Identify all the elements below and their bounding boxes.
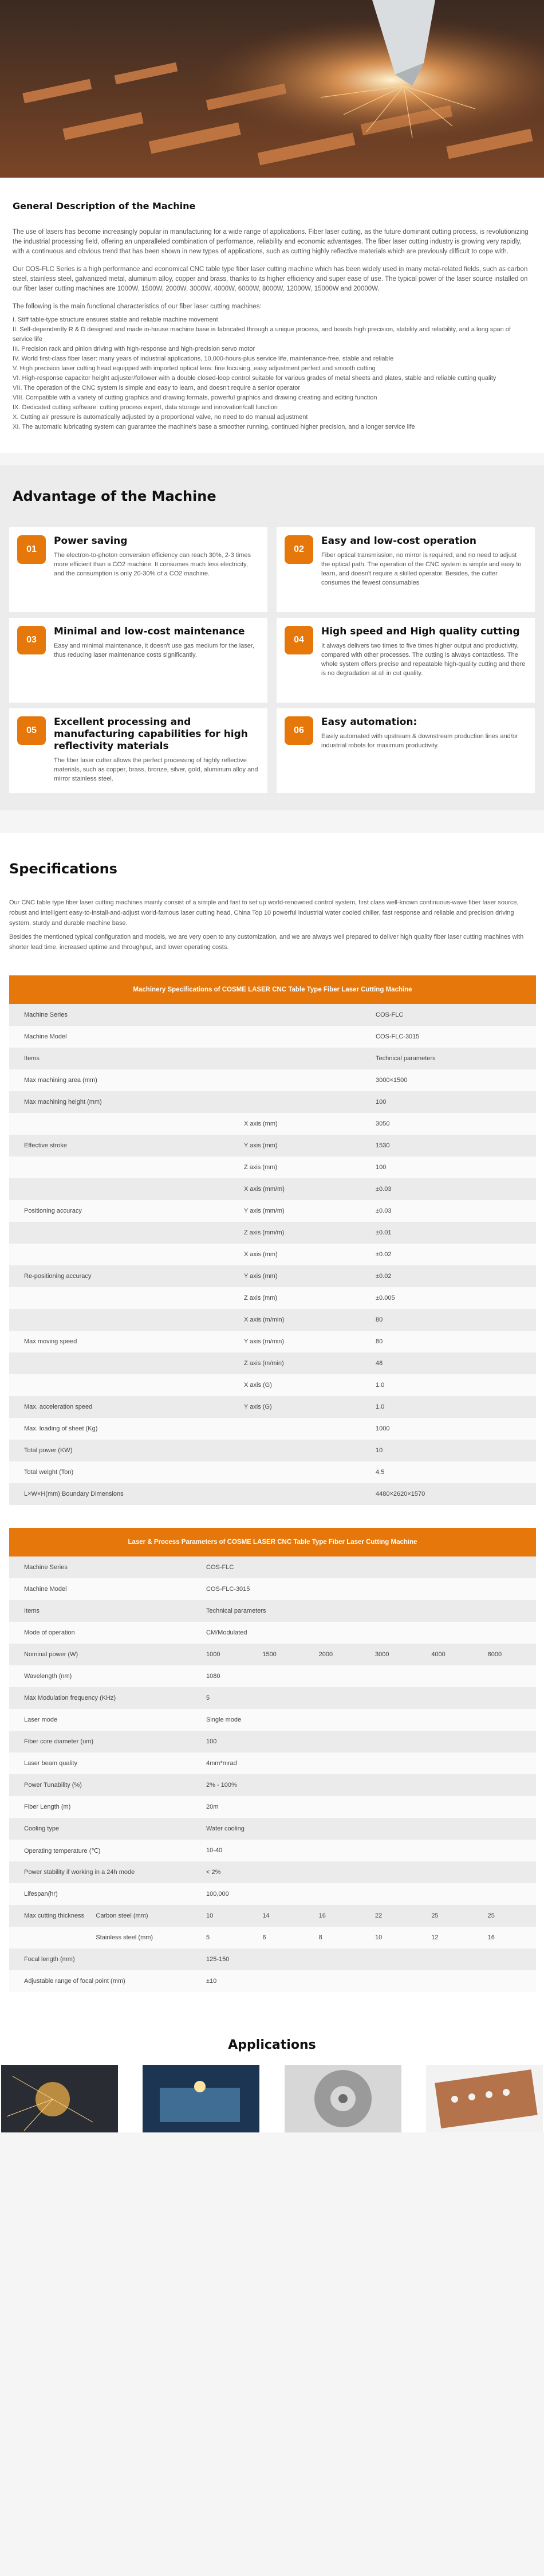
param-label: Machine Model bbox=[9, 1578, 198, 1600]
spec-label: Positioning accuracy bbox=[9, 1200, 229, 1222]
spec-label: Re-positioning accuracy bbox=[9, 1265, 229, 1287]
feature-item: VII. The operation of the CNC system is simple and easy to learn, and doesn't require a senior operator bbox=[13, 385, 301, 391]
param-value: 14 bbox=[254, 1905, 310, 1927]
param-label: Cooling type bbox=[9, 1818, 198, 1840]
table-row bbox=[9, 1883, 536, 1905]
table-row bbox=[9, 1861, 536, 1883]
advantage-card bbox=[9, 618, 267, 703]
table-row bbox=[9, 1840, 536, 1861]
spec-label: Total power (KW) bbox=[9, 1440, 229, 1461]
general-paragraph-2: Our COS-FLC Series is a high performance and economical CNC table type fiber laser cutting machine which has been widely used in many metal-related fields, such as carbon steel, stainless steel, galvanized metal, aluminum alloy, copper and brass, thanks to its higher efficiency and super ease of use. The typical power of the laser source installed on our fiber laser cutting machines are 1000W, 1500W, 2000W, 3000W, 4000W, 6000W, 8000W, 12000W, 15000W and 20000W. bbox=[13, 266, 528, 292]
table-row bbox=[9, 1374, 536, 1396]
table-row bbox=[9, 1331, 536, 1352]
param-label: Power stability if working in a 24h mode bbox=[9, 1861, 198, 1883]
spec-label bbox=[9, 1287, 229, 1309]
application-image bbox=[426, 2065, 543, 2132]
spec-value: 4.5 bbox=[361, 1461, 536, 1483]
card-title: Easy automation: bbox=[321, 716, 417, 728]
table-row bbox=[9, 1461, 536, 1483]
spec-label bbox=[9, 1156, 229, 1178]
spec-value: 10 bbox=[361, 1440, 536, 1461]
param-value: 5 bbox=[198, 1927, 254, 1948]
feature-item: V. High precision laser cutting head equipped with imported optical lens: fine focusing, easy adjustment perfect and smooth cutting bbox=[13, 365, 376, 372]
machinery-spec-table bbox=[9, 975, 536, 1505]
feature-item: XI. The automatic lubricating system can guarantee the machine's base a smoother running, continued higher precision, and a longer service life bbox=[13, 424, 415, 430]
card-text: Easy and minimal maintenance, it doesn't use gas medium for the laser, thus reducing laser maintenance costs significantly. bbox=[54, 642, 255, 658]
table-header: Machinery Specifications of COSME LASER CNC Table Type Fiber Laser Cutting Machine bbox=[9, 975, 536, 1004]
param-value: 22 bbox=[367, 1905, 423, 1927]
table-row bbox=[9, 1927, 536, 1948]
param-label: Laser mode bbox=[9, 1709, 198, 1731]
spec-label bbox=[9, 1374, 229, 1396]
card-text: Fiber optical transmission, no mirror is required, and no need to adjust the optical path. The operation of the CNC system is simple and easy to learn, and doesn't require a skilled operator. Besides, the cutter consumes the fewest consumables bbox=[321, 552, 522, 586]
feature-item: III. Precision rack and pinion driving with high-response and high-precision servo motor bbox=[13, 346, 255, 352]
param-label: Lifespan(hr) bbox=[9, 1883, 198, 1905]
spec-value: 100 bbox=[361, 1156, 536, 1178]
param-label: Max Modulation frequency (KHz) bbox=[9, 1687, 198, 1709]
table-row bbox=[9, 1156, 536, 1178]
spec-sublabel: Y axis (mm/m) bbox=[229, 1200, 361, 1222]
table-row bbox=[9, 1556, 536, 1578]
table-row bbox=[9, 1352, 536, 1374]
card-text: Easily automated with upstream & downstream production lines and/or industrial robots for maximum productivity. bbox=[321, 733, 518, 749]
spec-value: ±0.01 bbox=[361, 1222, 536, 1244]
table-row bbox=[9, 1178, 536, 1200]
param-sublabel: Carbon steel (mm) bbox=[90, 1905, 198, 1927]
spec-sublabel bbox=[229, 1048, 361, 1069]
spec-sublabel bbox=[229, 1461, 361, 1483]
feature-item: IX. Dedicated cutting software: cutting process expert, data storage and innovation/call function bbox=[13, 404, 278, 411]
spec-label bbox=[9, 1244, 229, 1265]
card-number: 01 bbox=[17, 535, 46, 564]
spec-label: Machine Series bbox=[9, 1004, 229, 1026]
param-value: Technical parameters bbox=[198, 1600, 536, 1622]
param-value: ±10 bbox=[198, 1970, 536, 1992]
card-number: 03 bbox=[17, 626, 46, 654]
spec-sublabel: Z axis (mm/m) bbox=[229, 1222, 361, 1244]
spec-label bbox=[9, 1113, 229, 1135]
spec-value: Technical parameters bbox=[361, 1048, 536, 1069]
param-label bbox=[9, 1927, 90, 1948]
spec-label: Max machining height (mm) bbox=[9, 1091, 229, 1113]
application-image bbox=[143, 2065, 259, 2132]
table-row bbox=[9, 1244, 536, 1265]
table-row bbox=[9, 1752, 536, 1774]
spec-sublabel: Y axis (mm) bbox=[229, 1135, 361, 1156]
feature-item: VI. High-response capacitor height adjuster/follower with a double closed-loop control suitable for various grades of metal sheets and plates, stable and reliable cutting quality bbox=[13, 375, 496, 382]
applications-gallery bbox=[0, 2065, 544, 2132]
table-row bbox=[9, 1796, 536, 1818]
table-row bbox=[9, 1905, 536, 1927]
spec-sublabel: Y axis (G) bbox=[229, 1396, 361, 1418]
table-row bbox=[9, 1440, 536, 1461]
spec-label: Total weight (Ton) bbox=[9, 1461, 229, 1483]
spec-sublabel: Z axis (m/min) bbox=[229, 1352, 361, 1374]
advantage-section bbox=[0, 465, 544, 810]
spec-sublabel: X axis (mm) bbox=[229, 1244, 361, 1265]
param-value: COS-FLC bbox=[198, 1556, 536, 1578]
param-value: 2% - 100% bbox=[198, 1774, 536, 1796]
param-value: 20m bbox=[198, 1796, 536, 1818]
param-value: Single mode bbox=[198, 1709, 536, 1731]
spec-label bbox=[9, 1222, 229, 1244]
spec-label: Machine Model bbox=[9, 1026, 229, 1048]
param-value: 5 bbox=[198, 1687, 536, 1709]
general-paragraph-1: The use of lasers has become increasingly popular in manufacturing for a wide range of applications. Fiber laser cutting, as the future dominant cutting process, is revolutionizing the industrial processing field, offering an unparalleled combination of performance, reliability and economic advantages. The fiber laser cutting industry is growing very rapidly, with a continuous and obvious trend that has been shown in new types of applications, such as cutting highly reflective materials which are previously difficult to cope with. bbox=[13, 229, 529, 255]
spec-sublabel bbox=[229, 1418, 361, 1440]
feature-item: VIII. Compatible with a variety of cutting graphics and drawing formats, powerful graphics and drawing creating and editing function bbox=[13, 394, 377, 401]
param-value: 10 bbox=[198, 1905, 254, 1927]
table-row bbox=[9, 1818, 536, 1840]
param-label: Machine Series bbox=[9, 1556, 198, 1578]
spec-sublabel bbox=[229, 1026, 361, 1048]
spec-value: COS-FLC-3015 bbox=[361, 1026, 536, 1048]
applications-section bbox=[0, 2009, 544, 2132]
param-value: 4mm*mrad bbox=[198, 1752, 536, 1774]
param-label: Nominal power (W) bbox=[9, 1644, 198, 1665]
spec-sublabel: Z axis (mm) bbox=[229, 1287, 361, 1309]
param-value: 25 bbox=[423, 1905, 479, 1927]
spec-value: ±0.02 bbox=[361, 1265, 536, 1287]
advantage-card bbox=[277, 618, 535, 703]
param-value: 25 bbox=[480, 1905, 536, 1927]
card-number: 02 bbox=[285, 535, 313, 564]
param-value: 10 bbox=[367, 1927, 423, 1948]
table-row bbox=[9, 1069, 536, 1091]
spec-sublabel: X axis (m/min) bbox=[229, 1309, 361, 1331]
param-value: Water cooling bbox=[198, 1818, 536, 1840]
spec-label: L×W×H(mm) Boundary Dimensions bbox=[9, 1483, 229, 1505]
param-label: Max cutting thickness bbox=[9, 1905, 90, 1927]
table-row bbox=[9, 1600, 536, 1622]
param-value: 16 bbox=[311, 1905, 367, 1927]
spec-value: 4480×2620×1570 bbox=[361, 1483, 536, 1505]
spec-value: COS-FLC bbox=[361, 1004, 536, 1026]
general-paragraph-3: The following is the main functional characteristics of our fiber laser cutting machines: bbox=[13, 303, 262, 310]
spec-label: Max. loading of sheet (Kg) bbox=[9, 1418, 229, 1440]
param-value: 4000 bbox=[423, 1644, 479, 1665]
card-text: It always delivers two times to five times higher output and productivity, compared with other processes. The cutting is always contactless. The whole system offers precise and repeatable high-quality cutting and there is no degradation at all in cut quality. bbox=[321, 642, 526, 677]
applications-title: Applications bbox=[228, 2038, 316, 2052]
spec-label: Max moving speed bbox=[9, 1331, 229, 1352]
table-row bbox=[9, 1048, 536, 1069]
spec-sublabel: X axis (G) bbox=[229, 1374, 361, 1396]
param-value: 100 bbox=[198, 1731, 536, 1752]
spec-value: 100 bbox=[361, 1091, 536, 1113]
table-row bbox=[9, 1200, 536, 1222]
card-title: Excellent processing and manufacturing capabilities for high reflectivity materials bbox=[54, 716, 248, 752]
spec-sublabel bbox=[229, 1069, 361, 1091]
table-row bbox=[9, 1418, 536, 1440]
application-image bbox=[285, 2065, 401, 2132]
param-label: Laser beam quality bbox=[9, 1752, 198, 1774]
advantage-card bbox=[277, 708, 535, 793]
spec-sublabel bbox=[229, 1483, 361, 1505]
card-title: Minimal and low-cost maintenance bbox=[54, 626, 245, 637]
param-label: Mode of operation bbox=[9, 1622, 198, 1644]
spec-sublabel: Y axis (mm) bbox=[229, 1265, 361, 1287]
table-row bbox=[9, 1287, 536, 1309]
table-row bbox=[9, 1004, 536, 1026]
spec-label bbox=[9, 1309, 229, 1331]
param-value: 125-150 bbox=[198, 1948, 536, 1970]
spec-value: ±0.03 bbox=[361, 1178, 536, 1200]
table-row bbox=[9, 1091, 536, 1113]
card-number: 05 bbox=[17, 716, 46, 745]
table-row bbox=[9, 1396, 536, 1418]
param-label: Focal length (mm) bbox=[9, 1948, 198, 1970]
advantage-card bbox=[9, 527, 267, 612]
spec-sublabel: X axis (mm/m) bbox=[229, 1178, 361, 1200]
card-text: The electron-to-photon conversion efficiency can reach 30%, 2-3 times more efficient than a CO2 machine. It consumes much less electricity, and the consumption is only 20-30% of a CO2 machine. bbox=[54, 552, 251, 577]
card-title: Easy and low-cost operation bbox=[321, 535, 477, 547]
specs-paragraph-2: Besides the mentioned typical configuration and models, we are very open to any customization, and we are always well prepared to deliver high quality fiber laser cutting machines with shorter lead time, increased uptime and throughput, and lower operating costs. bbox=[9, 934, 524, 951]
spec-value: ±0.03 bbox=[361, 1200, 536, 1222]
table-row bbox=[9, 1731, 536, 1752]
param-label: Power Tunability (%) bbox=[9, 1774, 198, 1796]
param-value: 16 bbox=[480, 1927, 536, 1948]
general-title: General Description of the Machine bbox=[13, 201, 196, 211]
param-label: Adjustable range of focal point (mm) bbox=[9, 1970, 198, 1992]
param-value: 2000 bbox=[311, 1644, 367, 1665]
card-number: 04 bbox=[285, 626, 313, 654]
param-value: CM/Modulated bbox=[198, 1622, 536, 1644]
table-row bbox=[9, 1644, 536, 1665]
table-header: Laser & Process Parameters of COSME LASER CNC Table Type Fiber Laser Cutting Machine bbox=[9, 1528, 536, 1556]
card-text: The fiber laser cutter allows the perfect processing of highly reflective materials, such as copper, brass, bronze, silver, gold, aluminum alloy and mirror stainless steel. bbox=[54, 757, 258, 782]
spec-value: 1.0 bbox=[361, 1374, 536, 1396]
laser-cutting-photo bbox=[0, 0, 544, 178]
spec-value: 48 bbox=[361, 1352, 536, 1374]
param-value: 6 bbox=[254, 1927, 310, 1948]
param-value: 1080 bbox=[198, 1665, 536, 1687]
specifications-section bbox=[0, 833, 544, 2009]
feature-item: II. Self-dependently R & D designed and made in-house machine base is fabricated through a unique process, and boasts high precision, stability and reliability, and a long span of service life bbox=[13, 326, 511, 343]
table-row bbox=[9, 1970, 536, 1992]
table-row bbox=[9, 1665, 536, 1687]
spec-sublabel: Z axis (mm) bbox=[229, 1156, 361, 1178]
spec-label: Items bbox=[9, 1048, 229, 1069]
param-sublabel: Stainless steel (mm) bbox=[90, 1927, 198, 1948]
spec-value: 80 bbox=[361, 1331, 536, 1352]
hero-image bbox=[0, 0, 544, 178]
table-row bbox=[9, 1774, 536, 1796]
spec-label: Max machining area (mm) bbox=[9, 1069, 229, 1091]
feature-list bbox=[13, 315, 531, 432]
spec-value: ±0.005 bbox=[361, 1287, 536, 1309]
feature-item: I. Stiff table-type structure ensures stable and reliable machine movement bbox=[13, 316, 218, 323]
table-row bbox=[9, 1578, 536, 1600]
spec-value: 1.0 bbox=[361, 1396, 536, 1418]
spec-sublabel bbox=[229, 1004, 361, 1026]
param-label: Fiber Length (m) bbox=[9, 1796, 198, 1818]
laser-process-table bbox=[9, 1528, 536, 1992]
table-row bbox=[9, 1709, 536, 1731]
advantage-card bbox=[9, 708, 267, 793]
general-description-section bbox=[0, 178, 544, 453]
table-row bbox=[9, 1135, 536, 1156]
specs-paragraph-1: Our CNC table type fiber laser cutting machines mainly consist of a simple and fast to set up world-renowned control system, first class well-known continuous-wave fiber laser source, robust and intelligent easy-to-install-and-adjust world-famous laser cutting head, China Top 10 powerful industrial water cooled chiller, fast response and reliable and precision driving system, sturdy and durable machine base. bbox=[9, 899, 519, 927]
card-title: Power saving bbox=[54, 535, 128, 547]
param-value: COS-FLC-3015 bbox=[198, 1578, 536, 1600]
param-value: 100,000 bbox=[198, 1883, 536, 1905]
param-value: 1000 bbox=[198, 1644, 254, 1665]
table-row bbox=[9, 1483, 536, 1505]
feature-item: IV. World first-class fiber laser: many years of industrial applications, 10,000-hours-plus service life, maintenance-free, stable and reliable bbox=[13, 355, 394, 362]
spec-label: Max. acceleration speed bbox=[9, 1396, 229, 1418]
spec-label bbox=[9, 1352, 229, 1374]
param-value: < 2% bbox=[198, 1861, 536, 1883]
spec-label: Effective stroke bbox=[9, 1135, 229, 1156]
param-label: Fiber core diameter (um) bbox=[9, 1731, 198, 1752]
param-label: Wavelength (nm) bbox=[9, 1665, 198, 1687]
table-row bbox=[9, 1622, 536, 1644]
advantage-card bbox=[277, 527, 535, 612]
spec-value: 3050 bbox=[361, 1113, 536, 1135]
spec-value: ±0.02 bbox=[361, 1244, 536, 1265]
param-value: 10-40 bbox=[198, 1840, 536, 1861]
spec-sublabel bbox=[229, 1440, 361, 1461]
advantage-title: Advantage of the Machine bbox=[13, 488, 216, 504]
spec-value: 80 bbox=[361, 1309, 536, 1331]
table-row bbox=[9, 1687, 536, 1709]
param-value: 1500 bbox=[254, 1644, 310, 1665]
spec-sublabel: Y axis (m/min) bbox=[229, 1331, 361, 1352]
table-row bbox=[9, 1026, 536, 1048]
spec-value: 1000 bbox=[361, 1418, 536, 1440]
specifications-title: Specifications bbox=[9, 861, 117, 877]
table-row bbox=[9, 1113, 536, 1135]
param-value: 8 bbox=[311, 1927, 367, 1948]
param-label: Items bbox=[9, 1600, 198, 1622]
table-row bbox=[9, 1222, 536, 1244]
table-row bbox=[9, 1948, 536, 1970]
card-title: High speed and High quality cutting bbox=[321, 626, 520, 637]
spec-value: 1530 bbox=[361, 1135, 536, 1156]
spec-label bbox=[9, 1178, 229, 1200]
param-value: 3000 bbox=[367, 1644, 423, 1665]
param-value: 12 bbox=[423, 1927, 479, 1948]
param-value: 6000 bbox=[480, 1644, 536, 1665]
advantage-grid bbox=[9, 527, 535, 793]
card-number: 06 bbox=[285, 716, 313, 745]
table-row bbox=[9, 1265, 536, 1287]
spec-sublabel: X axis (mm) bbox=[229, 1113, 361, 1135]
spec-value: 3000×1500 bbox=[361, 1069, 536, 1091]
table-row bbox=[9, 1309, 536, 1331]
param-label: Operating temperature (℃) bbox=[9, 1840, 198, 1861]
application-image bbox=[1, 2065, 118, 2132]
feature-item: X. Cutting air pressure is automatically adjusted by a proportional valve, no need to do manual adjustment bbox=[13, 414, 308, 421]
spec-sublabel bbox=[229, 1091, 361, 1113]
